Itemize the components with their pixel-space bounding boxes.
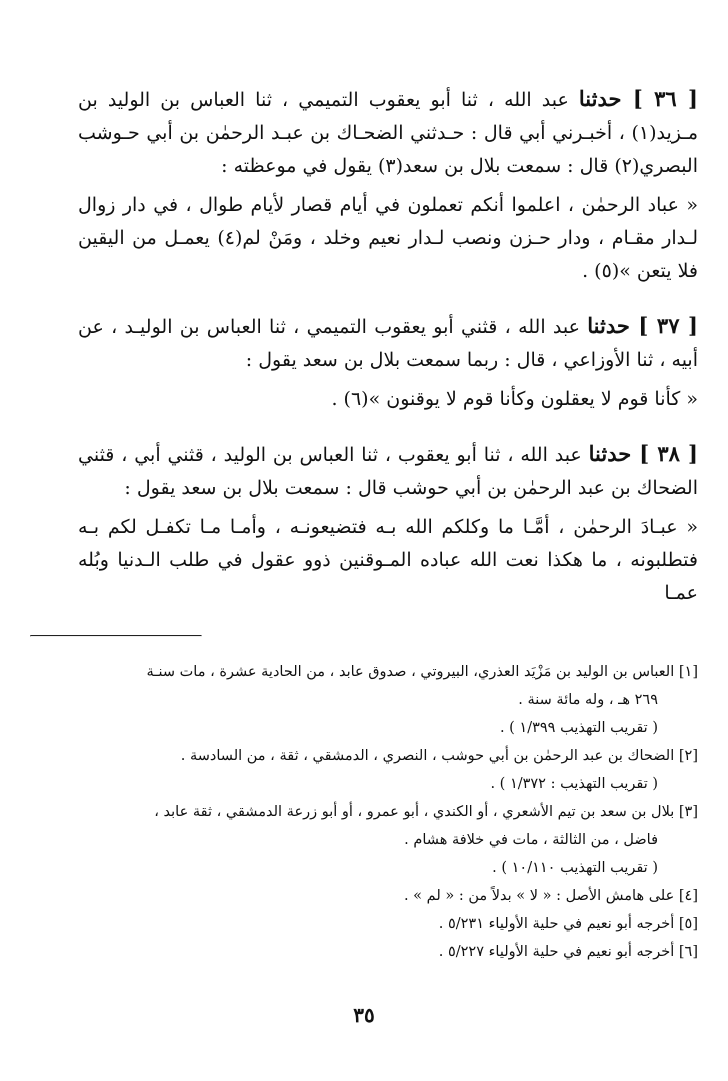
- hadith-38: [78, 437, 698, 610]
- hadith-36: [78, 82, 698, 288]
- hadith-label: [ ٣٧ ] حدثنا: [587, 313, 698, 338]
- hadith-label: [ ٣٦ ] حدثنا: [578, 86, 698, 111]
- hadith-label: [ ٣٨ ] حدثنا: [588, 441, 698, 466]
- main-text: [78, 82, 698, 610]
- footnote-line: [١] العباس بن الوليد بن مَزْيَد العذري، البيروتي ، صدوق عابد ، من الحادية عشرة ، مات سنـة: [146, 664, 698, 680]
- footnote-line: [٦] أخرجه أبو نعيم في حلية الأولياء ٥/٢٢٧ .: [438, 944, 698, 960]
- narration-text: عبد الله ، ثنا أبو يعقوب ، ثنا العباس بن الوليد ، قثني أبي ، قثني الضحاك بن عبد الرحمٰن بن أبي حوشب قال : سمعت بلال بن سعد يقول :: [78, 444, 698, 499]
- hadith-37: [78, 309, 698, 416]
- footnote-3: [30, 798, 698, 882]
- footnotes: [30, 658, 698, 966]
- footnote-1: [30, 658, 698, 742]
- hadith-narration: [78, 437, 698, 505]
- footnote-line: ( تقريب التهذيب ١٠/١١٠ ) .: [492, 860, 658, 876]
- hadith-narration: [78, 82, 698, 183]
- footnote-line: فاضل ، من الثالثة ، مات في خلافة هشام .: [404, 832, 658, 848]
- hadith-quote: « كأنا قوم لا يعقلون وكأنا قوم لا يوقنون »(٦) .: [331, 388, 698, 410]
- footnote-line: [٥] أخرجه أبو نعيم في حلية الأولياء ٥/٢٣١ .: [438, 916, 698, 932]
- footnote-4: [30, 882, 698, 910]
- narration-text: عبد الله ، ثنا أبو يعقوب التميمي ، ثنا العباس بن الوليد بن مـزيد(١) ، أخبـرني أبي قال : حـدثني الضحـاك بن عبـد الرحمٰن بن أبي حـوشب البصري(٢) قال : سمعت بلال بن سعد(٣) يقول في موعظته :: [78, 89, 698, 177]
- footnote-6: [30, 938, 698, 966]
- footnote-line: [٣] بلال بن سعد بن تيم الأشعري ، أو الكندي ، أبو عمرو ، أو أبو زرعة الدمشقي ، ثقة عابد ،: [154, 804, 698, 820]
- footnote-divider: [30, 635, 202, 637]
- footnote-2: [30, 742, 698, 798]
- footnote-line: [٤] على هامش الأصل : « لا » بدلاً من : « لم » .: [403, 888, 698, 904]
- footnote-line: ٢٦٩ هـ ، وله مائة سنة .: [518, 692, 658, 708]
- footnote-5: [30, 910, 698, 938]
- footnote-line: ( تقريب التهذيب : ١/٣٧٢ ) .: [490, 776, 658, 792]
- footnote-line: [٢] الضحاك بن عبد الرحمٰن بن أبي حوشب ، النصري ، الدمشقي ، ثقة ، من السادسة .: [180, 748, 698, 764]
- hadith-quote: « عباد الرحمٰن ، اعلموا أنكم تعملون في أيام قصار لأيام طوال ، في دار زوال لـدار مقـام ، ودار حـزن ونصب لـدار نعيم وخلد ، ومَنْ لم(٤) يعمـل من اليقين فلا يتعن »(٥) .: [78, 194, 698, 282]
- narration-text: عبد الله ، قثني أبو يعقوب التميمي ، ثنا العباس بن الوليـد ، عن أبيه ، ثنا الأوزاعي ، قال : ربما سمعت بلال بن سعد يقول :: [78, 316, 698, 371]
- footnote-line: ( تقريب التهذيب ١/٣٩٩ ) .: [499, 720, 658, 736]
- hadith-quote: « عبـادَ الرحمٰن ، أمَّـا ما وكلكم الله بـه فتضيعونـه ، وأمـا مـا تكفـل لكم بـه فتطلبونه ، ما هكذا نعت الله عباده المـوقنين ذوو عقول في طلب الـدنيا وبُله عمـا: [78, 516, 698, 604]
- hadith-narration: [78, 309, 698, 377]
- page-number: ٣٥: [353, 1003, 375, 1027]
